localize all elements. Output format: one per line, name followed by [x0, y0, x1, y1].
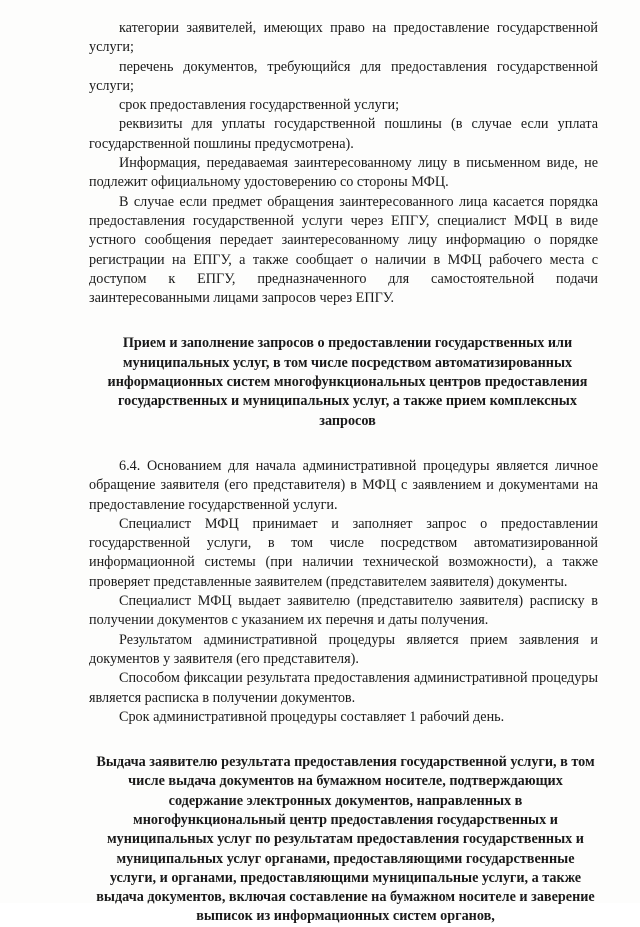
paragraph-fixation-method: Способом фиксации результата предоставления административной процедуры является расписка в получении документов.	[89, 670, 598, 706]
paragraph-epgu-info: В случае если предмет обращения заинтересованного лица касается порядка предоставления государственной услуги через ЕПГУ, специалист МФЦ в виде устного сообщения передает заинтересованному лицу информацию о порядке регистрации на ЕПГУ, а также сообщает о наличии в МФЦ рабочего места с доступом к ЕПГУ, предназначенного для самостоятельной подачи заинтересованными лицами запросов через ЕПГУ.	[89, 193, 598, 307]
paragraph-procedure-basis: 6.4. Основанием для начала административной процедуры является личное обращение заявителя (его представителя) в МФЦ с заявлением и документами на предоставление государственной услуги.	[89, 457, 598, 513]
paragraph-service-term: срок предоставления государственной услуги;	[119, 97, 400, 114]
paragraph-applicant-categories: категории заявителей, имеющих право на предоставление государственной услуги;	[89, 20, 598, 56]
section-heading-request-intake: Прием и заполнение запросов о предоставлении государственных или муниципальных услуг, в том числе посредством автоматизированных информационных систем многофункциональных центров предоставления государственных и муниципальных услуг, а также прием комплексных запросов	[107, 335, 588, 429]
paragraph-procedure-result: Результатом административной процедуры является прием заявления и документов у заявителя (его представителя).	[89, 631, 598, 667]
section-heading-result-issuance: Выдача заявителю результата предоставления государственной услуги, в том числе выдача документов на бумажном носителе, подтверждающих содержание электронных документов, направленных в многофункциональный центр предоставления государственных и муниципальных услуг по результатам предоставления государственных и муниципальных услуг органами, предоставляющими государственные услуги, и органами, предоставляющими муниципальные услуги, а также выдача документов, включая составление на бумажном носителе и заверение выписок из информационных систем органов,	[96, 754, 595, 925]
paragraph-documents-list: перечень документов, требующийся для предоставления государственной услуги;	[89, 58, 598, 94]
paragraph-written-info: Информация, передаваемая заинтересованному лицу в письменном виде, не подлежит официальному удостоверению со стороны МФЦ.	[89, 155, 598, 191]
paragraph-specialist-accepts: Специалист МФЦ принимает и заполняет запрос о предоставлении государственной услуги, в том числе посредством автоматизированной информационной системы (при наличии технической возможности), а также проверяет представленные заявителем (представителем заявителя) документы.	[89, 515, 598, 590]
paragraph-procedure-term: Срок административной процедуры составляет 1 рабочий день.	[119, 708, 505, 725]
paragraph-fee-details: реквизиты для уплаты государственной пошлины (в случае если уплата государственной пошлины предусмотрена).	[89, 116, 598, 152]
paragraph-receipt-issued: Специалист МФЦ выдает заявителю (представителю заявителя) расписку в получении документов с указанием их перечня и даты получения.	[89, 593, 598, 629]
